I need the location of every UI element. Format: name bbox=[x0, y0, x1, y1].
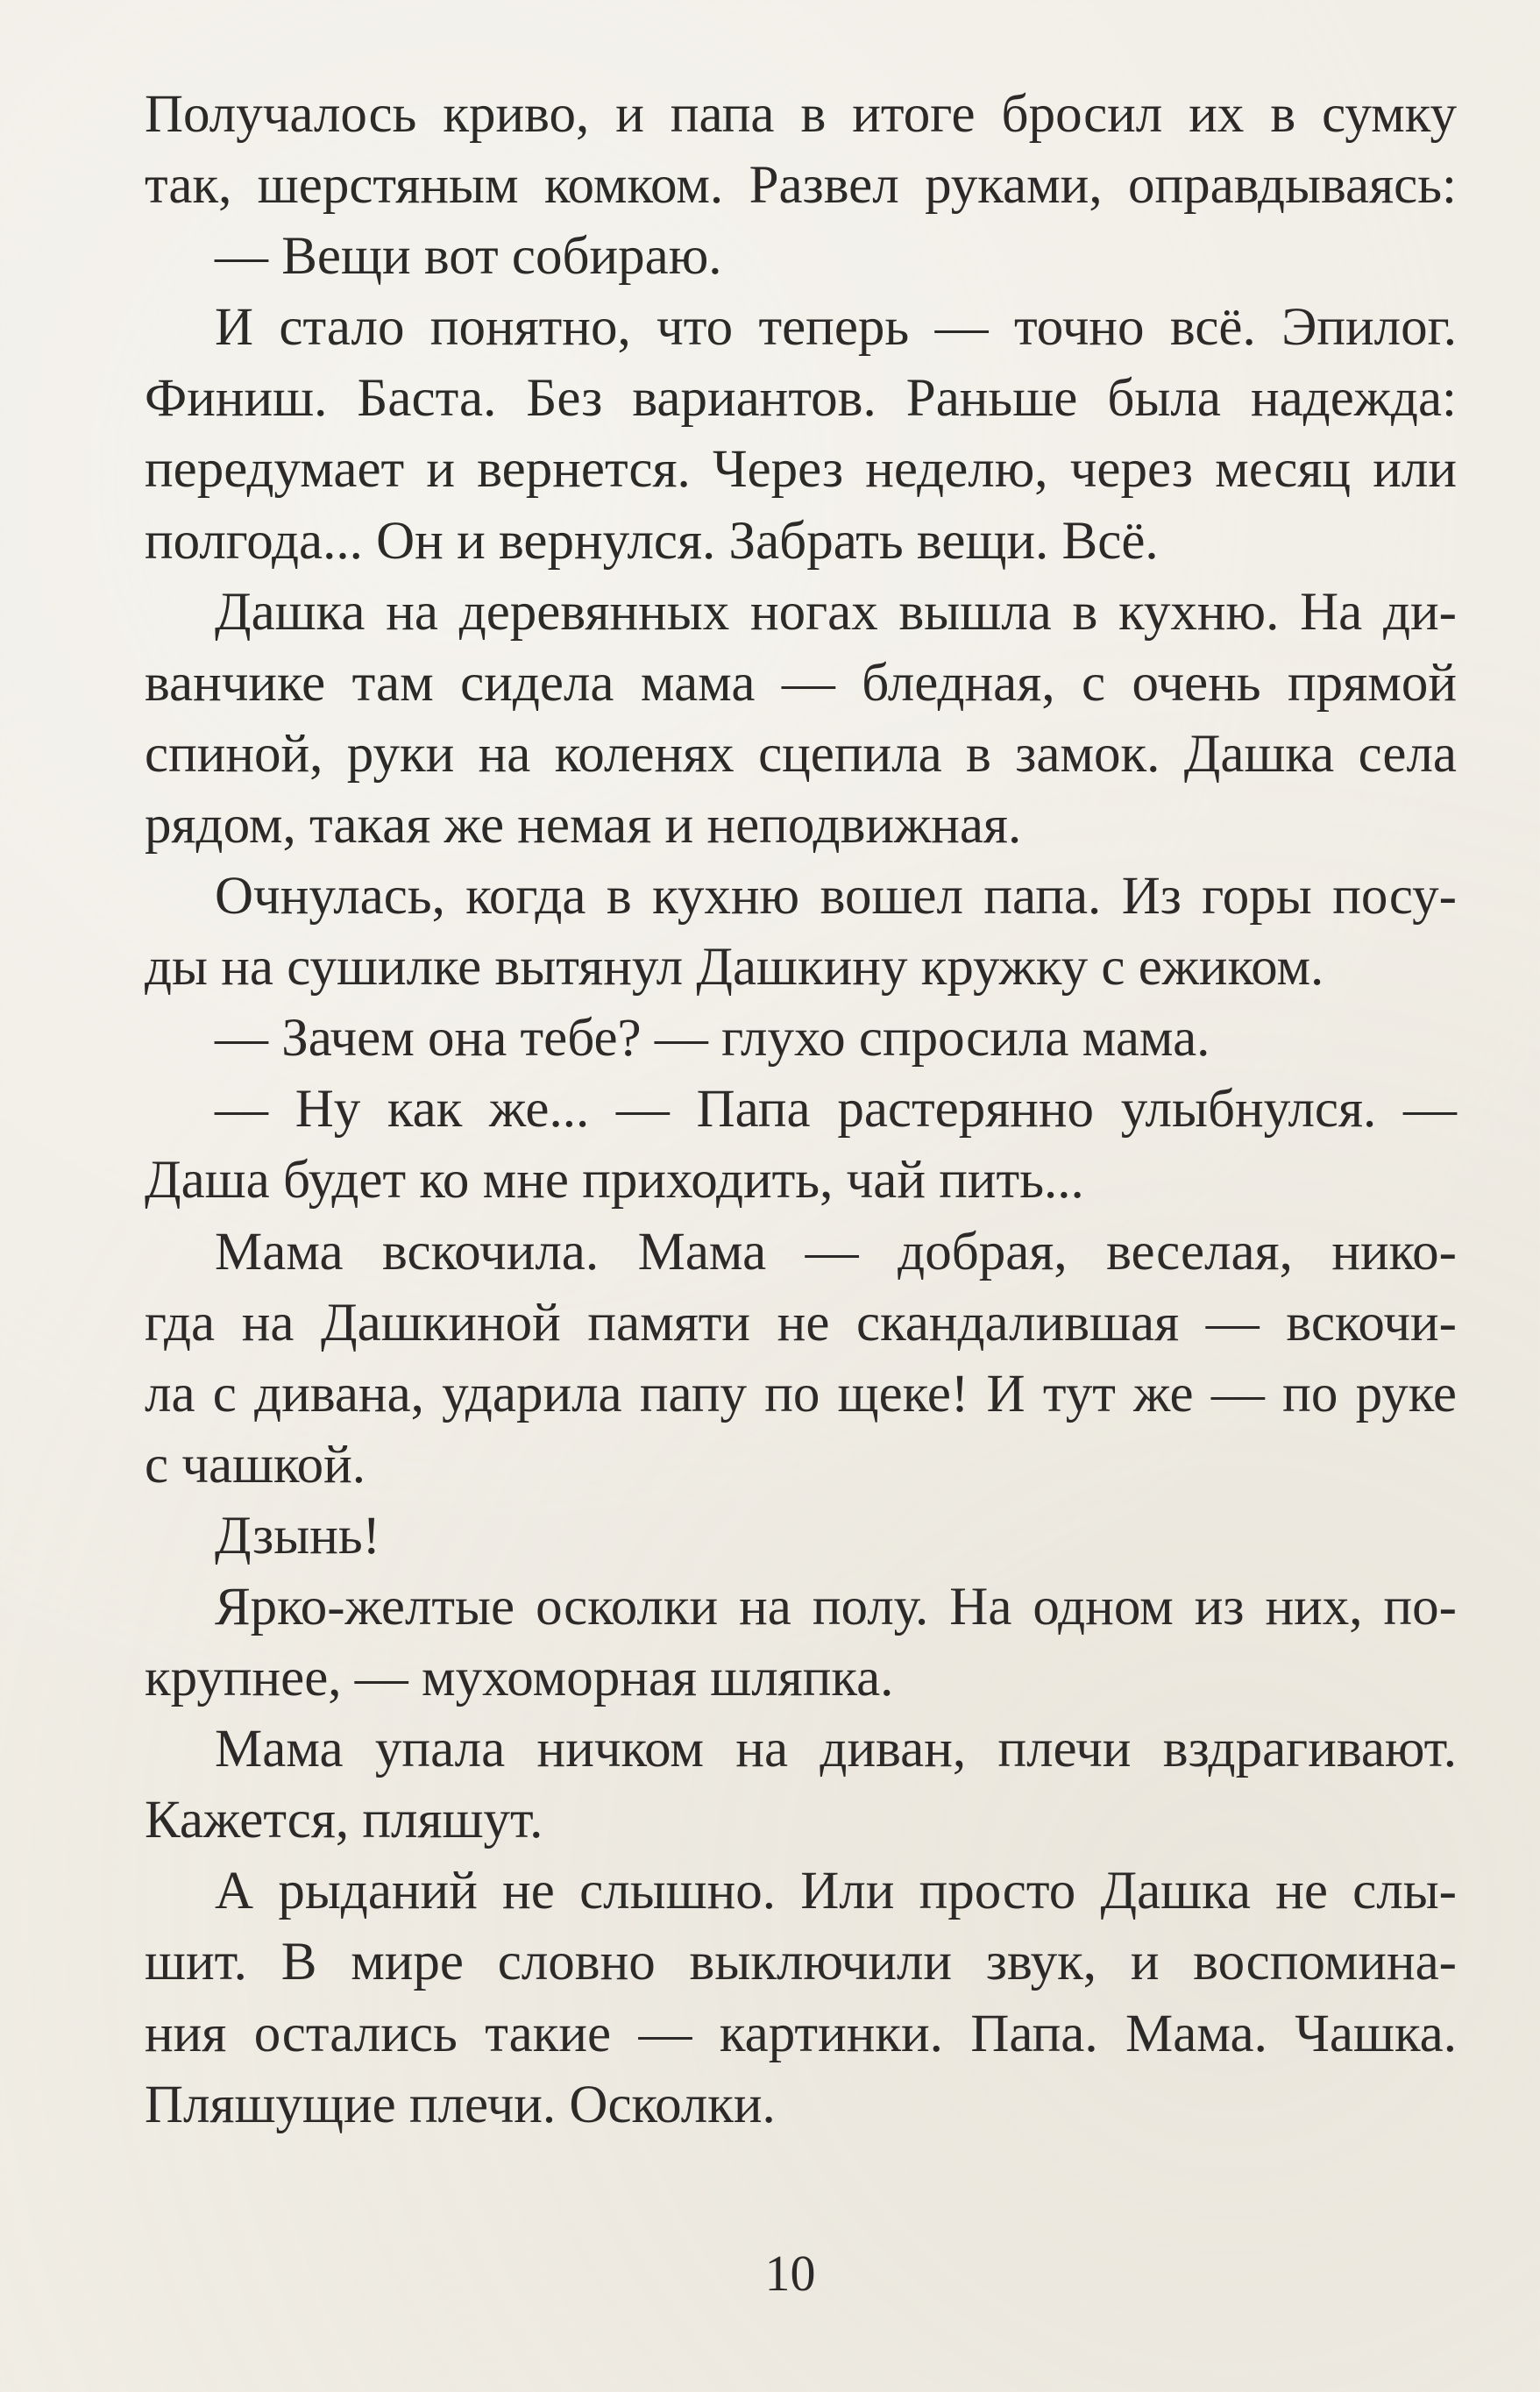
text-line: И стало понятно, что теперь — точно всё. Эпилог. bbox=[215, 298, 1457, 358]
text-line: Дзынь! bbox=[215, 1506, 380, 1565]
text-line: спиной, руки на коленях сцепила в замок. Дашка села bbox=[145, 724, 1457, 784]
text-line: рядом, такая же немая и неподвижная. bbox=[145, 795, 1022, 855]
text-line: Очнулась, когда в кухню вошел папа. Из горы посу- bbox=[215, 867, 1457, 926]
text-line: — Зачем она тебе? — глухо спросила мама. bbox=[215, 1009, 1210, 1068]
text-line: ванчике там сидела мама — бледная, с очень прямой bbox=[145, 653, 1457, 713]
text-line: шит. В мире словно выключили звук, и воспомина- bbox=[145, 1933, 1457, 1992]
text-line: Финиш. Баста. Без вариантов. Раньше была надежда: bbox=[145, 369, 1457, 429]
text-line: Ярко-желтые осколки на полу. На одном из них, по- bbox=[215, 1577, 1457, 1636]
text-line: гда на Дашкиной памяти не скандалившая — вскочи- bbox=[145, 1293, 1457, 1352]
text-line: Пляшущие плечи. Осколки. bbox=[145, 2075, 776, 2134]
text-line: Даша будет ко мне приходить, чай пить... bbox=[145, 1151, 1084, 1210]
text-line: Мама упала ничком на диван, плечи вздрагивают. bbox=[215, 1720, 1457, 1779]
text-line: ния остались такие — картинки. Папа. Мама. Чашка. bbox=[145, 2004, 1457, 2063]
text-line: Кажется, пляшут. bbox=[145, 1791, 543, 1850]
page-number: 10 bbox=[764, 2245, 816, 2302]
text-line: Дашка на деревянных ногах вышла в кухню. На ди- bbox=[215, 582, 1457, 642]
text-line: — Вещи вот собираю. bbox=[215, 227, 722, 287]
text-line: крупнее, — мухоморная шляпка. bbox=[145, 1649, 894, 1708]
text-line: передумает и вернется. Через неделю, через месяц или bbox=[145, 440, 1457, 500]
text-line: — Ну как же... — Папа растерянно улыбнулся. — bbox=[215, 1080, 1457, 1139]
text-line: Получалось криво, и папа в итоге бросил их в сумку bbox=[145, 85, 1457, 144]
text-line: А рыданий не слышно. Или просто Дашка не слы- bbox=[215, 1862, 1457, 1921]
text-line: полгода... Он и вернулся. Забрать вещи. Всё. bbox=[145, 511, 1159, 571]
body-text bbox=[145, 79, 1457, 2140]
text-line: ла с дивана, ударила папу по щеке! И тут же — по руке bbox=[145, 1364, 1457, 1423]
text-line: Мама вскочила. Мама — добрая, веселая, нико- bbox=[215, 1222, 1457, 1281]
text-line: ды на сушилке вытянул Дашкину кружку с ежиком. bbox=[145, 938, 1324, 997]
text-line: так, шерстяным комком. Развел руками, оправдываясь: bbox=[145, 156, 1457, 216]
text-line: с чашкой. bbox=[145, 1435, 365, 1494]
